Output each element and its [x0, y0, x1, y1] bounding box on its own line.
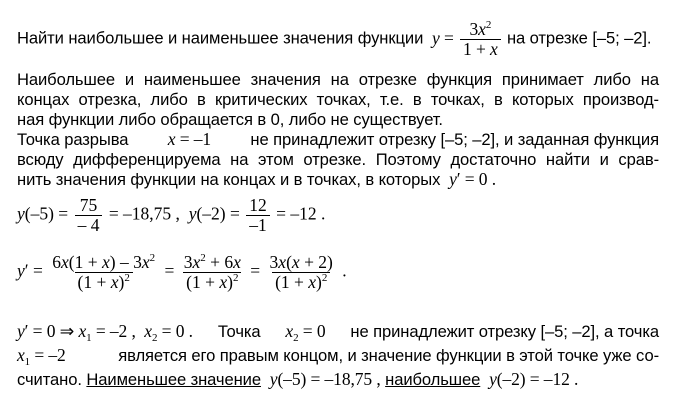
para2-l1-a: Точка разрыва [17, 130, 129, 149]
final-line: считано. Наименьшее значение y(–5) = –18,75 , наибольшее y(–2) = –12 . [17, 369, 579, 389]
function-formula: y = $\frac{3x^2}{1 + x}$ [428, 28, 507, 48]
max-label: наибольшее [385, 370, 481, 389]
derivative-formula: y′ = $\frac{6x(1 + x) - 3x^2}{(1 + x)^2}$ = $\frac{3x^2 + 6x}{(1 + x)^2}$ = $\frac{3x(x + 2)}{(1 + x)^2}$ . [17, 252, 347, 292]
derivative-zero-cond: y′ = 0 . [449, 169, 496, 189]
min-label: Наименьшее значение [86, 370, 261, 389]
para1-line2: концах отрезка, либо в критических точках, т.е. в точках, в которых производ- [17, 90, 659, 109]
task-suffix: на отрезке [–5; –2]. [506, 28, 652, 48]
min-value: y(–5) = –18,75 , [269, 369, 381, 389]
task-statement [17, 20, 651, 59]
critical-line2: $x_1 = -2$ является его правым концом, и значение функции в этой точке уже со- [17, 345, 659, 368]
para2-line2: всюду дифференцируема на этом отрезке. Поэтому достаточно найти и срав- [17, 150, 659, 169]
discontinuity-point: x = –1 [167, 129, 212, 149]
para2-line3: нить значения функции на концах и в точках, в которых y′ = 0 . [17, 169, 496, 189]
para1-line1: Наибольшее и наименьшее значения на отрезке функция принимает либо на [17, 70, 659, 89]
max-value: y(–2) = –12 . [489, 369, 579, 389]
critical-eq: y′ = 0 ⇒ $x_1 = -2$ , $x_2 = 0$ . [17, 321, 193, 344]
para2-l1-b: не принадлежит отрезку [–5; –2], и заданная функция [250, 130, 659, 149]
critical-line1: y′ = 0 ⇒ $x_1 = -2$ , $x_2 = 0$ . Точка $x_2 = 0$ не принадлежит отрезку [–5; –2], а точка [17, 321, 659, 344]
task-prefix: Найти наибольшее и наименьшее значения функции [17, 28, 424, 48]
para2-line1 [17, 130, 659, 149]
endpoint-values: y(–5) = $\frac{75}{- 4}$ = –18,75 , y(–2) = $\frac{12}{-1}$ = –12 . [17, 195, 326, 235]
para1-line3: ная функции либо обращается в 0, либо не существует. [17, 110, 443, 129]
